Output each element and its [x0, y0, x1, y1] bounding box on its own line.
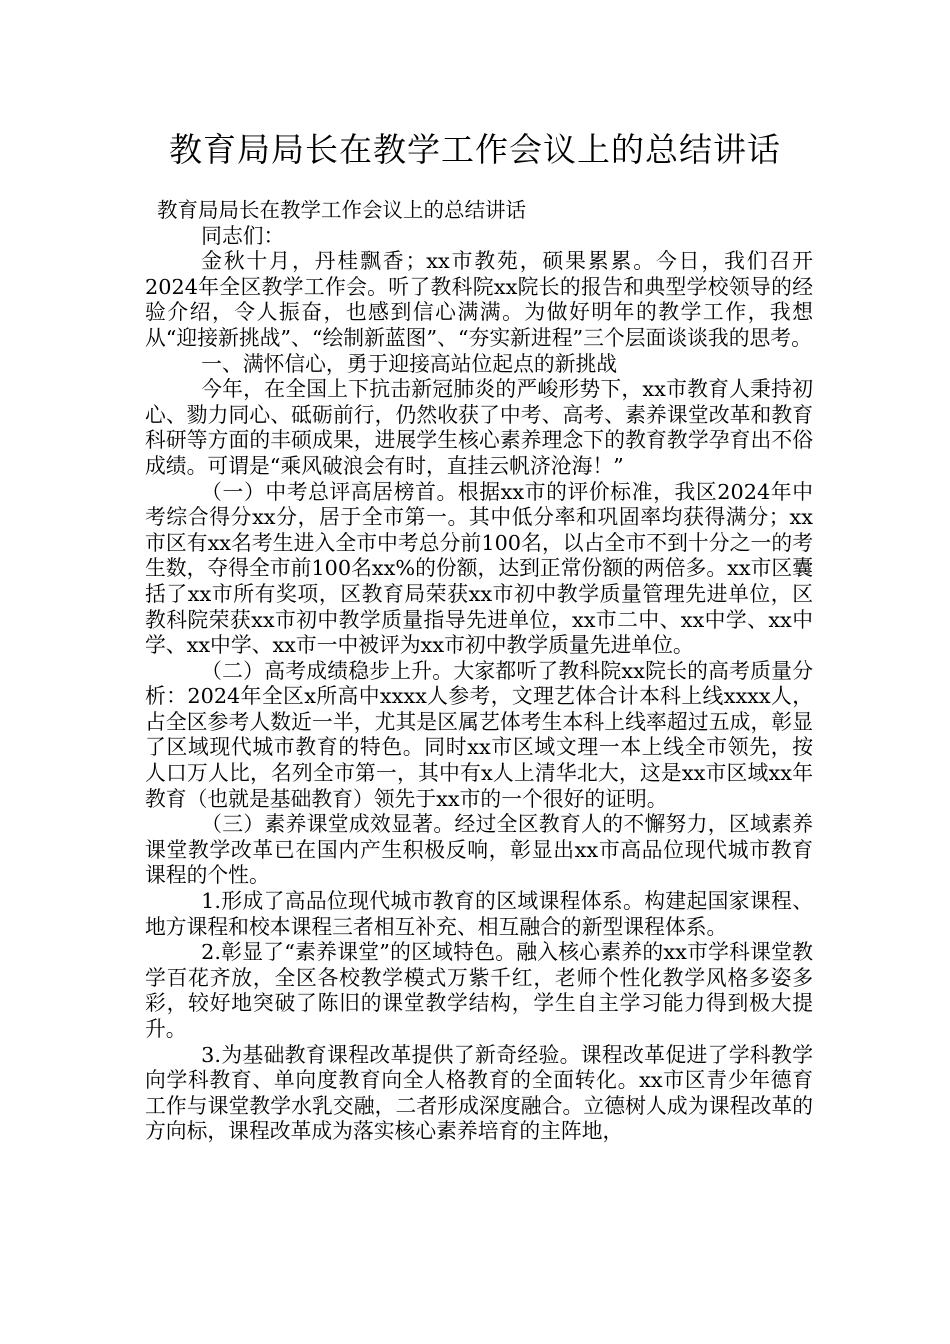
document-body [145, 198, 813, 1145]
salutation: 同志们： [201, 223, 285, 248]
list-item-2: 2.彰显了“素养课堂”的区域特色。融入核心素养的xx市学科课堂教学百花齐放，全区各校教学模式万紫千红，老师个性化教学风格多姿多彩，较好地突破了陈旧的课堂教学结构，学生自主学习能力得到极大提升。 [145, 940, 813, 1041]
section-heading-1: 一、满怀信心，勇于迎接高站位起点的新挑战 [201, 351, 618, 376]
paragraph-opening: 金秋十月，丹桂飘香；xx市教苑，硕果累累。今日，我们召开2024年全区教学工作会。听了教科院xx院长的报告和典型学校领导的经验介绍，令人振奋，也感到信心满满。为做好明年的教学工作，我想从“迎接新挑战”、“绘制新蓝图”、“夯实新进程”三个层面谈谈我的思考。 [145, 249, 813, 350]
document-subtitle: 教育局局长在教学工作会议上的总结讲话 [157, 198, 526, 222]
paragraph-section-1-intro: 今年，在全国上下抗击新冠肺炎的严峻形势下，xx市教育人秉持初心、勠力同心、砥砺前行，仍然收获了中考、高考、素养课堂改革和教育科研等方面的丰硕成果，进展学生核心素养理念下的教育教学孕育出不俗成绩。可谓是“乘风破浪会有时，直挂云帆济沧海！” [145, 377, 813, 478]
paragraph-zhongkao: （一）中考总评高居榜首。根据xx市的评价标准，我区2024年中考综合得分xx分，居于全市第一。其中低分率和巩固率均获得满分；xx市区有xx名考生进入全市中考总分前100名，以占全市不到十分之一的考生数，夺得全市前100名xx%的份额，达到正常份额的两倍多。xx市区囊括了xx市所有奖项，区教育局荣获xx市初中教学质量管理先进单位，区教科院荣获xx市初中教学质量指导先进单位，xx市二中、xx中学、xx中学、xx中学、xx市一中被评为xx市初中教学质量先进单位。 [145, 479, 813, 658]
paragraph-classroom: （三）素养课堂成效显著。经过全区教育人的不懈努力，区域素养课堂教学改革已在国内产生积极反响，彰显出xx市高品位现代城市教育课程的个性。 [145, 812, 813, 888]
list-item-1: 1.形成了高品位现代城市教育的区域课程体系。构建起国家课程、地方课程和校本课程三者相互补充、相互融合的新型课程体系。 [145, 889, 813, 939]
list-item-3: 3.为基础教育课程改革提供了新奇经验。课程改革促进了学科教学向学科教育、单向度教育向全人格教育的全面转化。xx市区青少年德育工作与课堂教学水乳交融，二者形成深度融合。立德树人成为课程改革的方向标，课程改革成为落实核心素养培育的主阵地， [145, 1042, 813, 1144]
paragraph-gaokao: （二）高考成绩稳步上升。大家都听了教科院xx院长的高考质量分析：2024年全区x所高中xxxx人参考，文理艺体合计本科上线xxxx人，占全区参考人数近一半，尤其是区属艺体考生本科上线率超过五成，彰显了区域现代城市教育的特色。同时xx市区域文理一本上线全市领先，按人口万人比，名列全市第一，其中有x人上清华北大，这是xx市区域xx年教育（也就是基础教育）领先于xx市的一个很好的证明。 [145, 658, 813, 811]
document-title: 教育局局长在教学工作会议上的总结讲话 [169, 130, 781, 169]
